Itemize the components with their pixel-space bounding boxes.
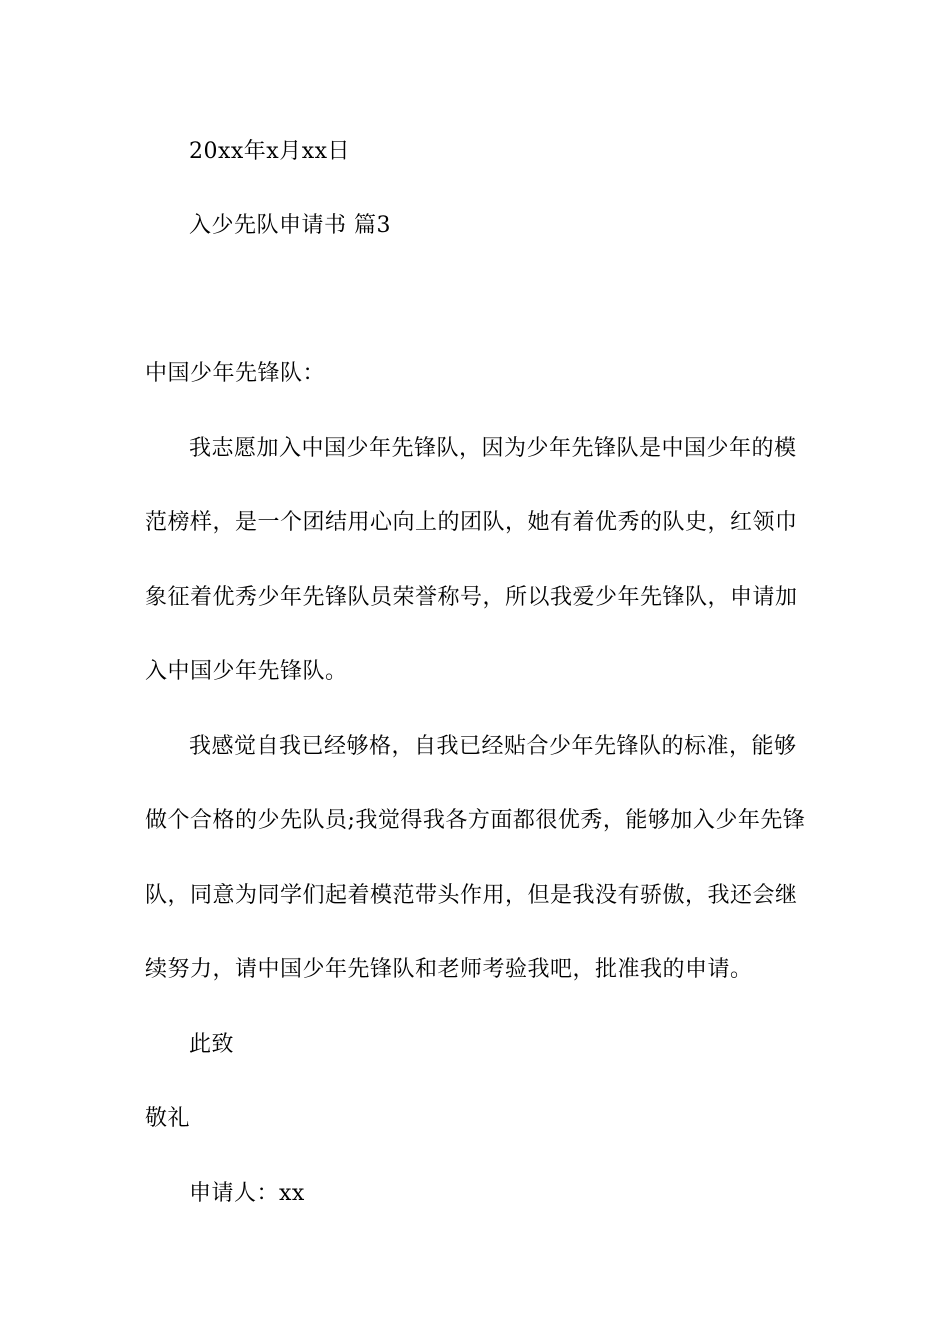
- paragraph1-line: 范榜样，是一个团结用心向上的团队，她有着优秀的队史，红领巾: [145, 510, 798, 535]
- closing-line: 敬礼: [145, 1106, 191, 1131]
- paragraph1-line: 我志愿加入中国少年先锋队，因为少年先锋队是中国少年的模: [189, 436, 797, 461]
- salutation: 中国少年先锋队：: [145, 361, 326, 386]
- paragraph2-line: 我感觉自我已经够格，自我已经贴合少年先锋队的标准，能够: [189, 734, 797, 759]
- closing-line: 此致: [189, 1032, 235, 1057]
- paragraph2-line: 队，同意为同学们起着模范带头作用，但是我没有骄傲，我还会继: [145, 883, 798, 908]
- paragraph1-line: 入中国少年先锋队。: [145, 659, 348, 684]
- paragraph2-line: 做个合格的少先队员;我觉得我各方面都很优秀，能够加入少年先锋: [145, 808, 806, 833]
- applicant-line: 申请人：xx: [189, 1181, 305, 1206]
- section-title: 入少先队申请书 篇3: [189, 213, 391, 238]
- paragraph2-line: 续努力，请中国少年先锋队和老师考验我吧，批准我的申请。: [145, 957, 753, 982]
- paragraph1-line: 象征着优秀少年先锋队员荣誉称号，所以我爱少年先锋队，申请加: [145, 585, 798, 610]
- date-line: 20xx年x月xx日: [189, 139, 351, 164]
